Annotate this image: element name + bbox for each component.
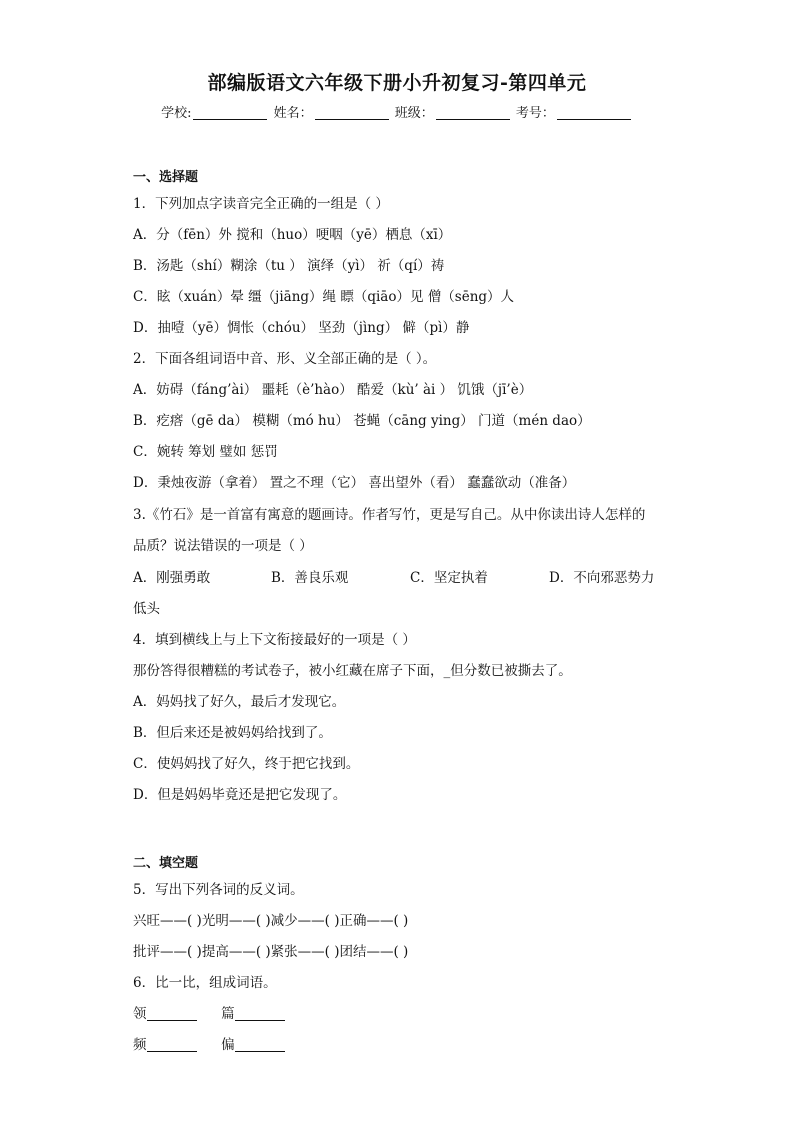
school-blank[interactable] xyxy=(193,105,267,120)
q4-stem: 4．填到横线上与上下文衔接最好的一项是（ ） xyxy=(133,632,416,648)
q6-word-4: 偏 xyxy=(221,1037,235,1053)
q3-option-a: A．刚强勇敢 xyxy=(133,570,211,586)
class-label: 班级： xyxy=(394,106,434,121)
q3-option-c: C．坚定执着 xyxy=(410,570,488,586)
q3-option-d: D．不向邪恶势力 xyxy=(549,570,655,586)
q6-row1 xyxy=(133,1002,285,1022)
q4-option-b: B．但后来还是被妈妈给找到了。 xyxy=(133,725,332,741)
q3-stem-line1: 3.《竹石》是一首富有寓意的题画诗。作者写竹，更是写自己。从中你读出诗人怎样的 xyxy=(133,507,646,523)
q3-stem-line2: 品质？说法错误的一项是（ ） xyxy=(133,538,313,554)
q3-option-b: B．善良乐观 xyxy=(271,570,349,586)
q5-row2: 批评——( )提高——( )紧张——( )团结——( ) xyxy=(133,944,409,960)
q6-word-2: 篇 xyxy=(221,1006,235,1022)
section-heading-fill: 二、填空题 xyxy=(133,856,199,871)
q4-context: 那份答得很糟糕的考试卷子，被小红藏在席子下面，_但分数已被撕去了。 xyxy=(133,663,572,679)
name-blank[interactable] xyxy=(315,105,389,120)
q2-option-d: D．秉烛夜游（拿着） 置之不理（它） 喜出望外（看） 蠢蠢欲动（准备） xyxy=(133,475,576,491)
name-label: 姓名： xyxy=(273,106,313,121)
q2-option-c: C．婉转 筹划 璧如 惩罚 xyxy=(133,444,278,460)
q6-blank-1[interactable] xyxy=(147,1006,197,1021)
q6-blank-4[interactable] xyxy=(235,1037,285,1052)
q4-option-d: D．但是妈妈毕竟还是把它发现了。 xyxy=(133,787,347,803)
q4-option-a: A．妈妈找了好久，最后才发现它。 xyxy=(133,694,346,710)
q4-option-c: C．使妈妈找了好久，终于把它找到。 xyxy=(133,756,360,772)
section-heading-choice: 一、选择题 xyxy=(133,170,199,185)
exam-no-label: 考号： xyxy=(515,106,555,121)
q6-word-1: 领 xyxy=(133,1006,147,1022)
q6-blank-3[interactable] xyxy=(147,1037,197,1052)
q1-stem: 1．下列加点字读音完全正确的一组是（ ） xyxy=(133,196,389,212)
q5-row1: 兴旺——( )光明——( )减少——( )正确——( ) xyxy=(133,913,409,929)
q1-option-c: C．眩（xuán）晕 缰（jiāng）绳 瞟（qiāo）见 僧（sēng）人 xyxy=(133,289,515,305)
q6-row2 xyxy=(133,1033,285,1053)
q1-option-b: B．汤匙（shí）糊涂（tu ） 演绎（yì） 祈（qí）祷 xyxy=(133,258,445,274)
q2-option-b: B．疙瘩（gē da） 模糊（mó hu） 苍蝇（cāng ying） 门道（mén dao） xyxy=(133,413,591,429)
q3-option-d-continued: 低头 xyxy=(133,601,160,617)
class-blank[interactable] xyxy=(436,105,510,120)
q6-stem: 6．比一比，组成词语。 xyxy=(133,975,277,991)
q6-blank-2[interactable] xyxy=(235,1006,285,1021)
q2-stem: 2．下面各组词语中音、形、义全部正确的是（ ）。 xyxy=(133,351,437,367)
school-label: 学校: xyxy=(161,106,192,121)
student-info-row xyxy=(0,102,794,121)
q1-option-a: A．分（fēn）外 搅和（huo）哽咽（yē）栖息（xī） xyxy=(133,227,452,243)
exam-no-blank[interactable] xyxy=(557,105,631,120)
q6-word-3: 频 xyxy=(133,1037,147,1053)
q1-option-d: D．抽噎（yē）惆怅（chóu） 坚劲（jìng） 僻（pì）静 xyxy=(133,320,470,336)
q2-option-a: A．妨碍（fáng’ài） 噩耗（è’hào） 酷爱（kù’ ài ） 饥饿（jī’è） xyxy=(133,382,533,398)
page-title: 部编版语文六年级下册小升初复习-第四单元 xyxy=(207,72,587,94)
q5-stem: 5．写出下列各词的反义词。 xyxy=(133,882,304,898)
